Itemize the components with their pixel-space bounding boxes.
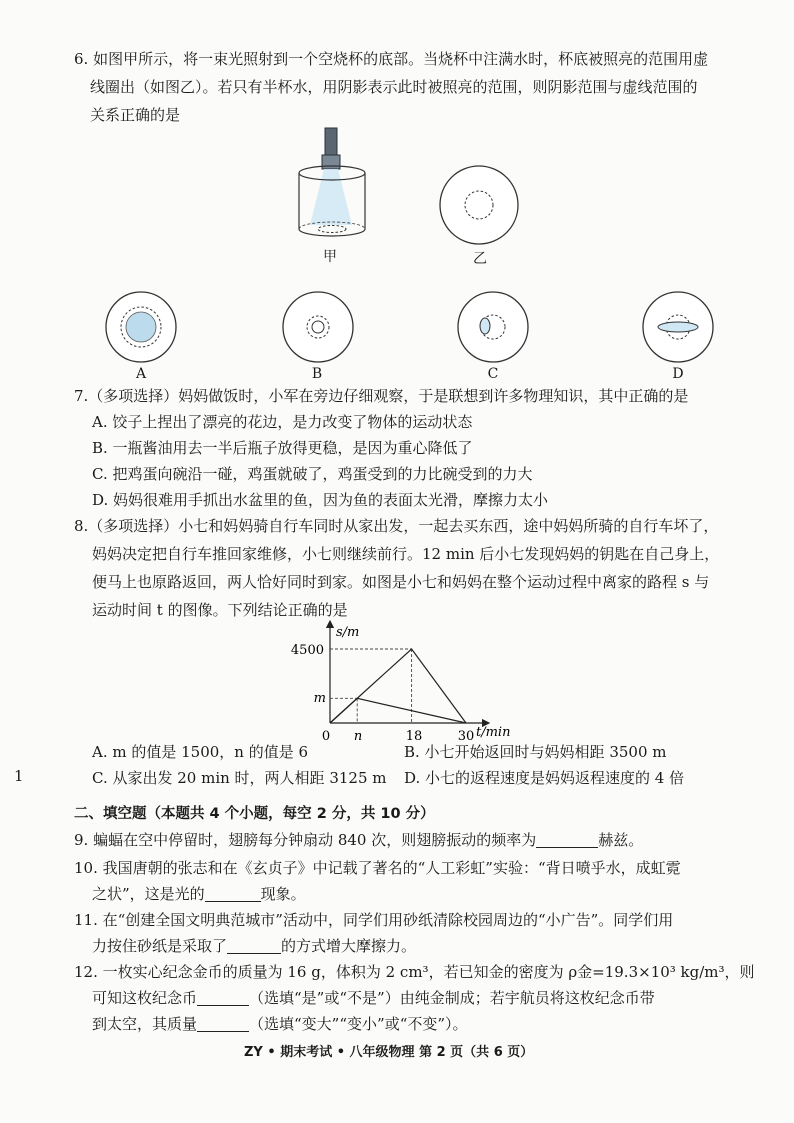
q12-text-post-1: （选填“是”或“不是”）由纯金制成；若宇航员将这枚纪念币带 — [249, 989, 655, 1007]
q7-option-d: D. 妈妈很难用手抓出水盆里的鱼，因为鱼的表面太光滑，摩擦力太小 — [92, 491, 549, 509]
q10-text-pre: 之状”，这是光的 — [92, 885, 205, 903]
q8-line-4: 运动时间 t 的图像。下列结论正确的是 — [92, 601, 348, 619]
y-tick-4500: 4500 — [290, 643, 324, 658]
q12-text-pre-1: 可知这枚纪念币 — [92, 989, 198, 1007]
q9-text-pre: 9. 蝙蝠在空中停留时，翅膀每分钟扇动 840 次，则翅膀振动的频率为 — [74, 831, 537, 849]
q10-answer-blank[interactable] — [205, 885, 261, 902]
q11-line-1: 11. 在“创建全国文明典范城市”活动中，同学们用砂纸清除校园周边的“小广告”。同学们用 — [74, 911, 674, 929]
figure-jia-beaker — [292, 125, 382, 245]
q9-line — [74, 829, 643, 851]
option-d-label: D — [672, 366, 684, 382]
q11-answer-blank[interactable] — [227, 937, 281, 954]
option-c-label: C — [487, 366, 499, 382]
option-a-label: A — [135, 366, 147, 382]
section-2-title: 二、填空题（本题共 4 个小题，每空 2 分，共 10 分） — [74, 806, 435, 822]
series-line-1 — [330, 649, 466, 723]
q7-option-b: B. 一瓶酱油用去一半后瓶子放得更稳，是因为重心降低了 — [92, 439, 473, 457]
q8-line-1: 8.（多项选择）小七和妈妈骑自行车同时从家出发，一起去买东西，途中妈妈所骑的自行车坏了， — [74, 517, 719, 535]
q10-line-1: 10. 我国唐朝的张志和在《玄贞子》中记载了著名的“人工彩虹”实验：“背日喷乎水，成虹霓 — [74, 859, 681, 877]
q12-line-3 — [92, 1013, 468, 1035]
figure-yi-circle — [437, 163, 521, 247]
x-tick-0: 0 — [321, 729, 331, 744]
q8-option-c: C. 从家出发 20 min 时，两人相距 3125 m — [92, 769, 387, 787]
x-tick-30: 30 — [457, 729, 475, 744]
q12-line-1: 12. 一枚实心纪念金币的质量为 16 g，体积为 2 cm³，若已知金的密度为 ρ金=19.3×10³ kg/m³，则 — [74, 963, 755, 981]
option-b-label: B — [311, 366, 323, 382]
q10-line-2 — [92, 883, 306, 905]
q9-text-post: 赫兹。 — [598, 831, 644, 849]
q12-answer-blank-1[interactable] — [197, 989, 249, 1006]
page-footer: ZY • 期末考试 • 八年级物理 第 2 页（共 6 页） — [244, 1045, 534, 1060]
x-tick-n: n — [353, 729, 363, 744]
q12-line-2 — [92, 987, 655, 1009]
figure-jia-label: 甲 — [323, 249, 337, 265]
y-axis-label: s/m — [336, 625, 360, 640]
q7-option-c: C. 把鸡蛋向碗沿一碰，鸡蛋就破了，鸡蛋受到的力比碗受到的力大 — [92, 465, 533, 483]
q6-line-2: 线圈出（如图乙）。若只有半杯水，用阴影表示此时被照亮的范围，则阴影范围与虚线范围的 — [90, 78, 698, 96]
s-t-graph — [290, 618, 520, 748]
option-b-figure — [280, 289, 356, 365]
series-line-2 — [330, 698, 466, 723]
q11-text-post: 的方式增大摩擦力。 — [281, 937, 417, 955]
q8-option-b: B. 小七开始返回时与妈妈相距 3500 m — [404, 743, 667, 761]
q8-option-d: D. 小七的返程速度是妈妈返程速度的 4 倍 — [404, 769, 685, 787]
figure-yi-label: 乙 — [473, 251, 487, 267]
q12-text-pre-2: 到太空，其质量 — [92, 1015, 198, 1033]
q12-answer-blank-2[interactable] — [197, 1015, 249, 1032]
q8-line-2: 妈妈决定把自行车推回家维修，小七则继续前行。12 min 后小七发现妈妈的钥匙在自己身上， — [92, 545, 720, 563]
q6-line-1: 6. 如图甲所示，将一束光照射到一个空烧杯的底部。当烧杯中注满水时，杯底被照亮的范围用虚 — [74, 50, 709, 68]
q11-text-pre: 力按住砂纸是采取了 — [92, 937, 228, 955]
q10-text-post: 现象。 — [260, 885, 306, 903]
x-tick-18: 18 — [405, 729, 423, 744]
option-a-figure — [103, 289, 179, 365]
q8-option-a: A. m 的值是 1500，n 的值是 6 — [92, 743, 309, 761]
margin-mark: 1 — [14, 767, 24, 785]
option-c-figure — [455, 289, 531, 365]
option-d-figure — [640, 289, 716, 365]
q6-line-3: 关系正确的是 — [90, 106, 181, 124]
q7-stem: 7.（多项选择）妈妈做饭时，小军在旁边仔细观察，于是联想到许多物理知识，其中正确的是 — [74, 387, 689, 405]
y-tick-m: m — [313, 691, 326, 706]
q9-answer-blank[interactable] — [536, 831, 598, 848]
q7-option-a: A. 饺子上捏出了漂亮的花边，是力改变了物体的运动状态 — [92, 413, 473, 431]
q12-text-post-2: （选填“变大”“变小”或“不变”）。 — [249, 1015, 468, 1033]
q8-line-3: 便马上也原路返回，两人恰好同时到家。如图是小七和妈妈在整个运动过程中离家的路程 s 与 — [92, 573, 710, 591]
q11-line-2 — [92, 935, 416, 957]
x-axis-label: t/min — [476, 725, 511, 740]
